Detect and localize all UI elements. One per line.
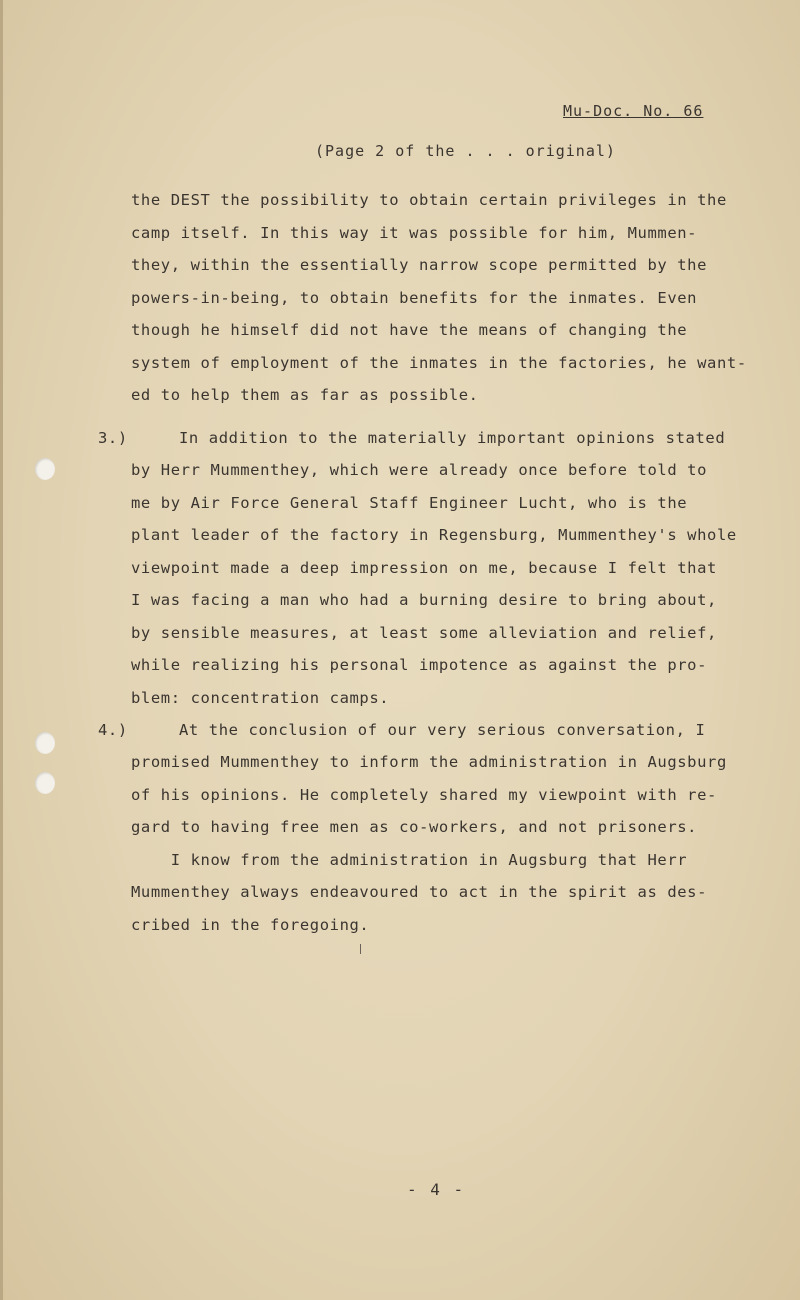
document-number: Mu-Doc. No. 66 <box>563 102 704 120</box>
paragraph-3 <box>131 454 771 714</box>
paragraph-number-3: 3.) <box>98 429 128 447</box>
paragraph-number-4: 4.) <box>98 721 128 739</box>
punch-hole <box>35 458 55 480</box>
page-caption: (Page 2 of the . . . original) <box>315 142 616 160</box>
text-line: by Herr Mummenthey, which were already once before told to <box>131 461 708 479</box>
text-line: they, within the essentially narrow scope permitted by the <box>131 256 708 274</box>
punch-hole <box>35 732 55 754</box>
text-line: ed to help them as far as possible. <box>131 386 479 404</box>
text-line: while realizing his personal impotence as against the pro- <box>131 656 708 674</box>
paragraph-3-first-line: In addition to the materially important opinions stated <box>179 429 726 447</box>
text-line: powers-in-being, to obtain benefits for the inmates. Even <box>131 288 698 307</box>
text-line: cribed in the foregoing. <box>131 915 370 934</box>
text-line: promised Mummenthey to inform the administration in Augsburg <box>131 753 727 771</box>
text-line: system of employment of the inmates in the factories, he want- <box>131 353 747 372</box>
text-line: me by Air Force General Staff Engineer Lucht, who is the <box>131 493 688 512</box>
text-line: gard to having free men as co-workers, and not prisoners. <box>131 818 698 836</box>
paragraph-4-first-line: At the conclusion of our very serious conversation, I <box>179 721 706 739</box>
text-line: viewpoint made a deep impression on me, because I felt that <box>131 558 717 577</box>
pencil-mark <box>360 944 361 954</box>
text-line: I know from the administration in Augsburg that Herr <box>131 850 688 869</box>
text-line: camp itself. In this way it was possible for him, Mummen- <box>131 223 698 242</box>
text-line: I was facing a man who had a burning desire to bring about, <box>131 591 717 609</box>
punch-hole <box>35 772 55 794</box>
text-line: Mummenthey always endeavoured to act in the spirit as des- <box>131 883 708 901</box>
paragraph-4 <box>131 746 771 941</box>
text-line: by sensible measures, at least some alleviation and relief, <box>131 623 717 642</box>
text-line: the DEST the possibility to obtain certain privileges in the <box>131 191 727 209</box>
text-line: of his opinions. He completely shared my viewpoint with re- <box>131 785 717 804</box>
text-line: blem: concentration camps. <box>131 688 390 707</box>
text-line: plant leader of the factory in Regensburg, Mummenthey's whole <box>131 526 737 544</box>
page-number: - 4 - <box>407 1180 466 1199</box>
paragraph-intro <box>131 184 771 412</box>
text-line: though he himself did not have the means of changing the <box>131 321 688 339</box>
